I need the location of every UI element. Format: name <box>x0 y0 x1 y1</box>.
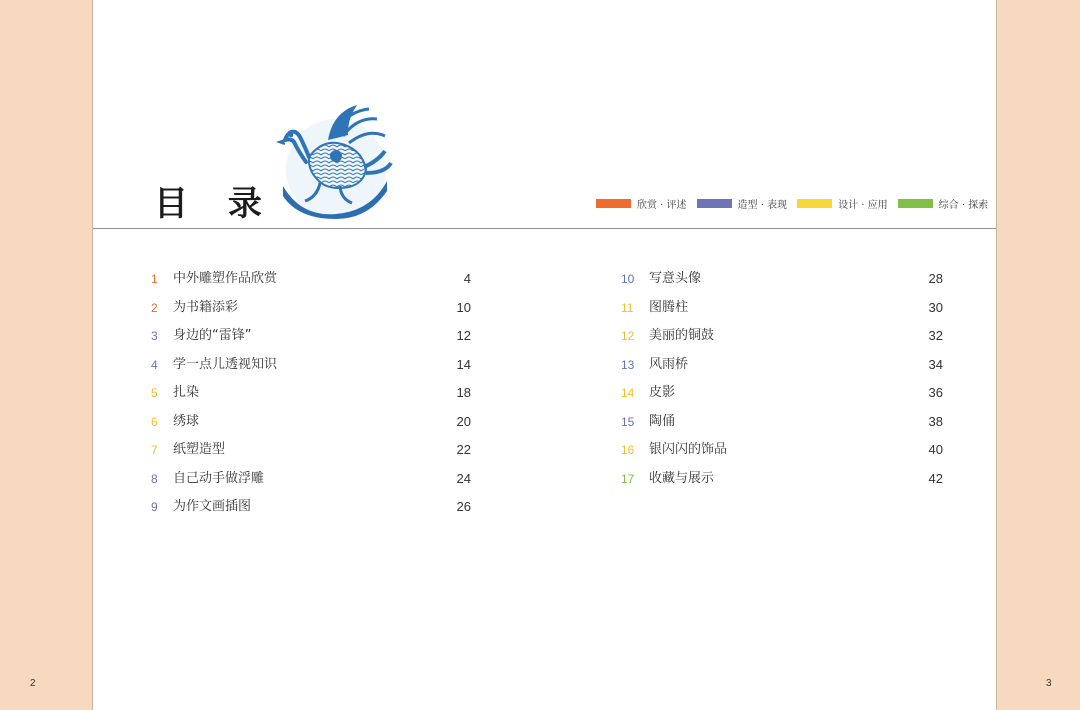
toc-entry-page: 18 <box>456 385 471 400</box>
toc-entry-number: 3 <box>151 329 158 343</box>
toc-entry-number: 7 <box>151 443 158 457</box>
toc-entry[interactable] <box>151 325 471 354</box>
toc-entry-number: 17 <box>621 471 635 486</box>
toc-entry[interactable] <box>151 411 471 440</box>
left-page-number: 2 <box>30 678 36 689</box>
toc-entry-page: 38 <box>928 413 943 429</box>
toc-entry[interactable] <box>623 468 943 497</box>
toc-entry-page: 24 <box>456 470 471 486</box>
right-page-number: 3 <box>1046 678 1052 689</box>
toc-entry-title: 绣球 <box>173 413 200 429</box>
toc-entry-title: 风雨桥 <box>649 356 689 372</box>
toc-entry-title: 为书籍添彩 <box>173 299 239 315</box>
legend-item-appreciation <box>596 196 687 211</box>
toc-entry-title: 图腾柱 <box>649 299 689 315</box>
toc-right-column <box>623 268 943 496</box>
toc-entry[interactable] <box>151 297 471 326</box>
toc-entry-title: 自己动手做浮雕 <box>173 470 265 486</box>
toc-entry-number: 9 <box>151 500 158 514</box>
toc-entry[interactable] <box>151 468 471 497</box>
toc-entry-number: 10 <box>621 272 635 286</box>
toc-entry-title: 纸塑造型 <box>173 442 226 457</box>
toc-entry[interactable] <box>623 439 943 468</box>
toc-entry-number: 5 <box>151 386 158 400</box>
page-title: 目 录 <box>154 184 276 224</box>
toc-entry-page: 32 <box>928 328 943 343</box>
toc-entry-title: 收藏与展示 <box>649 470 715 486</box>
toc-entry-page: 30 <box>928 299 943 315</box>
toc-entry-number: 6 <box>151 414 158 429</box>
category-legend <box>596 196 990 211</box>
toc-entry-number: 8 <box>151 471 158 486</box>
toc-entry-number: 11 <box>621 300 634 315</box>
toc-entry-title: 写意头像 <box>649 271 702 286</box>
toc-entry-title: 中外雕塑作品欣赏 <box>173 271 278 286</box>
toc-entry[interactable] <box>151 354 471 383</box>
toc-entry-page: 40 <box>928 442 943 457</box>
toc-entry-title: 学一点儿透视知识 <box>173 356 278 372</box>
toc-entry[interactable] <box>623 297 943 326</box>
toc-entry-number: 1 <box>151 272 158 286</box>
phoenix-seal-icon <box>273 95 399 221</box>
legend-swatch-appreciation <box>596 199 631 208</box>
legend-label-design: 设计 · 应用 <box>838 200 888 211</box>
toc-entry-page: 42 <box>928 470 943 486</box>
toc-entry-number: 12 <box>621 329 635 343</box>
toc-entry[interactable] <box>623 354 943 383</box>
legend-swatch-modeling <box>697 199 732 208</box>
toc-entry-number: 15 <box>621 414 635 429</box>
legend-item-exploration <box>898 196 989 211</box>
toc-entry-title: 身边的“雷锋” <box>173 328 252 343</box>
legend-item-modeling <box>697 196 788 211</box>
toc-entry-title: 银闪闪的饰品 <box>649 442 728 457</box>
toc-entry-number: 14 <box>621 386 635 400</box>
toc-entry-page: 26 <box>456 499 471 514</box>
header-divider <box>93 228 996 229</box>
toc-entry-title: 美丽的铜鼓 <box>649 328 715 343</box>
toc-entry[interactable] <box>151 382 471 411</box>
toc-entry[interactable] <box>623 411 943 440</box>
toc-entry-page: 10 <box>456 299 471 315</box>
toc-entry-number: 4 <box>151 357 158 372</box>
toc-entry[interactable] <box>623 382 943 411</box>
toc-entry-page: 14 <box>456 356 471 372</box>
toc-entry-page: 20 <box>456 413 471 429</box>
legend-label-exploration: 综合 · 探索 <box>938 200 989 211</box>
toc-entry-number: 13 <box>621 357 635 372</box>
toc-left-column <box>151 268 471 525</box>
toc-entry-title: 陶俑 <box>649 413 676 429</box>
toc-entry[interactable] <box>151 439 471 468</box>
legend-swatch-exploration <box>898 199 933 208</box>
legend-label-modeling: 造型 · 表现 <box>737 200 788 211</box>
toc-entry-title: 扎染 <box>173 385 200 400</box>
toc-entry-page: 28 <box>928 271 943 286</box>
toc-entry-page: 34 <box>928 356 943 372</box>
toc-entry-title: 皮影 <box>649 385 676 400</box>
toc-entry-number: 16 <box>621 443 635 457</box>
toc-entry-page: 22 <box>456 442 471 457</box>
legend-label-appreciation: 欣赏 · 评述 <box>637 200 687 211</box>
toc-entry[interactable] <box>151 268 471 297</box>
book-page <box>92 0 997 710</box>
legend-item-design <box>797 196 888 211</box>
toc-entry[interactable] <box>623 325 943 354</box>
toc-entry-number: 2 <box>151 300 158 315</box>
toc-entry-page: 4 <box>463 271 471 286</box>
toc-entry[interactable] <box>151 496 471 525</box>
toc-entry-page: 36 <box>928 385 943 400</box>
legend-swatch-design <box>797 199 832 208</box>
toc-entry-title: 为作文画插图 <box>173 499 252 514</box>
toc-entry[interactable] <box>623 268 943 297</box>
toc-entry-page: 12 <box>456 328 471 343</box>
